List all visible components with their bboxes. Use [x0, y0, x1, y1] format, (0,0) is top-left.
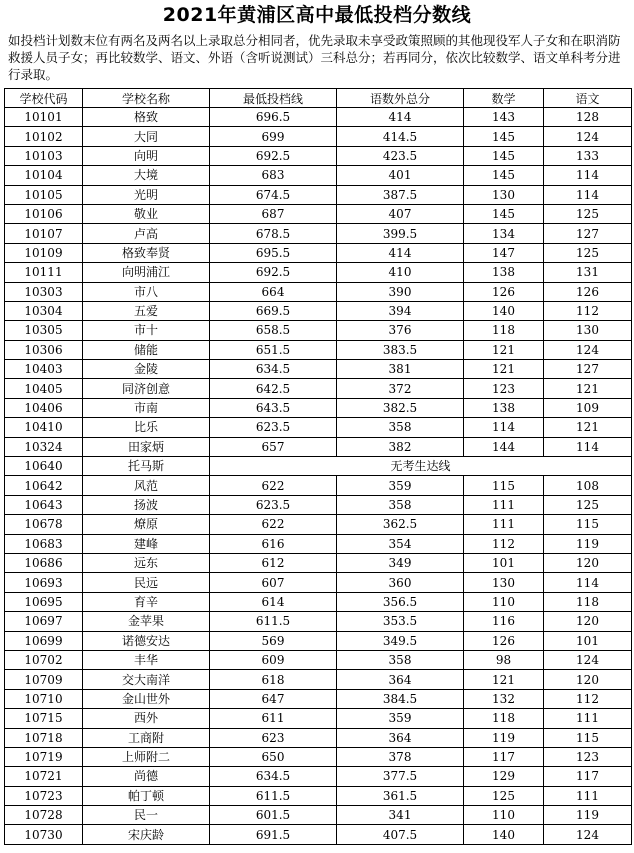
cell-min-score: 634.5	[210, 767, 337, 786]
cell-school-code: 10695	[5, 592, 83, 611]
table-row	[5, 418, 632, 437]
cell-school-code: 10683	[5, 534, 83, 553]
cell-school-name: 储能	[83, 340, 210, 359]
cell-chinese: 125	[544, 204, 632, 223]
cell-chinese: 125	[544, 495, 632, 514]
table-row	[5, 709, 632, 728]
cell-math: 138	[464, 398, 544, 417]
cell-school-code: 10102	[5, 127, 83, 146]
cell-school-code: 10109	[5, 243, 83, 262]
cell-chinese: 114	[544, 185, 632, 204]
cell-school-name: 田家炳	[83, 437, 210, 456]
cell-math: 143	[464, 108, 544, 127]
cell-school-name: 帕丁顿	[83, 786, 210, 805]
cell-math: 126	[464, 631, 544, 650]
cell-core-total: 349.5	[337, 631, 464, 650]
cell-school-code: 10304	[5, 301, 83, 320]
table-row	[5, 185, 632, 204]
cell-chinese: 114	[544, 166, 632, 185]
cell-school-code: 10730	[5, 825, 83, 844]
cell-school-name: 西外	[83, 709, 210, 728]
cell-school-name: 五爱	[83, 301, 210, 320]
cell-school-name: 金陵	[83, 360, 210, 379]
header-math: 数学	[464, 89, 544, 108]
cell-chinese: 114	[544, 573, 632, 592]
cell-min-score: 695.5	[210, 243, 337, 262]
cell-min-score: 674.5	[210, 185, 337, 204]
cell-school-name: 金苹果	[83, 612, 210, 631]
cell-school-code: 10728	[5, 806, 83, 825]
cell-math: 145	[464, 146, 544, 165]
cell-math: 134	[464, 224, 544, 243]
cell-math: 140	[464, 301, 544, 320]
table-row	[5, 786, 632, 805]
cell-math: 144	[464, 437, 544, 456]
cell-school-name: 托马斯	[83, 457, 210, 476]
cell-school-code: 10693	[5, 573, 83, 592]
table-row	[5, 670, 632, 689]
cell-school-name: 远东	[83, 553, 210, 572]
cell-core-total: 364	[337, 670, 464, 689]
cell-school-name: 民远	[83, 573, 210, 592]
cell-chinese: 115	[544, 728, 632, 747]
cell-school-name: 扬波	[83, 495, 210, 514]
cell-core-total: 378	[337, 747, 464, 766]
table-row	[5, 127, 632, 146]
cell-core-total: 376	[337, 321, 464, 340]
table-row	[5, 631, 632, 650]
table-row	[5, 495, 632, 514]
table-row	[5, 263, 632, 282]
cell-chinese: 125	[544, 243, 632, 262]
cell-chinese: 119	[544, 534, 632, 553]
cell-math: 119	[464, 728, 544, 747]
cell-school-code: 10104	[5, 166, 83, 185]
table-row	[5, 825, 632, 844]
cell-school-name: 建峰	[83, 534, 210, 553]
cell-chinese: 118	[544, 592, 632, 611]
cell-school-code: 10410	[5, 418, 83, 437]
cell-min-score: 623.5	[210, 495, 337, 514]
cell-chinese: 126	[544, 282, 632, 301]
cell-school-name: 大同	[83, 127, 210, 146]
table-row	[5, 360, 632, 379]
table-row	[5, 515, 632, 534]
cell-school-name: 格致奉贤	[83, 243, 210, 262]
cell-core-total: 362.5	[337, 515, 464, 534]
cell-core-total: 349	[337, 553, 464, 572]
cell-math: 111	[464, 495, 544, 514]
cell-school-code: 10699	[5, 631, 83, 650]
cell-math: 116	[464, 612, 544, 631]
cell-school-name: 向明浦江	[83, 263, 210, 282]
table-row	[5, 767, 632, 786]
cell-school-name: 上师附二	[83, 747, 210, 766]
table-row	[5, 108, 632, 127]
cell-school-code: 10640	[5, 457, 83, 476]
cell-math: 114	[464, 418, 544, 437]
cell-min-score: 642.5	[210, 379, 337, 398]
table-row	[5, 457, 632, 476]
cell-math: 111	[464, 515, 544, 534]
cell-chinese: 114	[544, 437, 632, 456]
cell-core-total: 359	[337, 709, 464, 728]
cell-min-score: 609	[210, 650, 337, 669]
cell-math: 121	[464, 360, 544, 379]
cell-chinese: 121	[544, 418, 632, 437]
cell-math: 129	[464, 767, 544, 786]
cell-min-score: 614	[210, 592, 337, 611]
cell-school-name: 金山世外	[83, 689, 210, 708]
table-row	[5, 573, 632, 592]
cell-core-total: 382.5	[337, 398, 464, 417]
table-row	[5, 146, 632, 165]
cell-school-name: 大境	[83, 166, 210, 185]
cell-chinese: 133	[544, 146, 632, 165]
table-row	[5, 301, 632, 320]
cell-math: 145	[464, 166, 544, 185]
cell-school-code: 10702	[5, 650, 83, 669]
cell-core-total: 387.5	[337, 185, 464, 204]
cell-school-name: 卢高	[83, 224, 210, 243]
cell-school-name: 敬业	[83, 204, 210, 223]
cell-chinese: 115	[544, 515, 632, 534]
cell-school-code: 10709	[5, 670, 83, 689]
cell-chinese: 120	[544, 670, 632, 689]
cell-min-score: 696.5	[210, 108, 337, 127]
cell-core-total: 414	[337, 108, 464, 127]
cell-chinese: 124	[544, 340, 632, 359]
cell-school-code: 10324	[5, 437, 83, 456]
cell-chinese: 120	[544, 612, 632, 631]
cell-core-total: 423.5	[337, 146, 464, 165]
cell-core-total: 358	[337, 650, 464, 669]
cell-school-name: 向明	[83, 146, 210, 165]
cell-school-name: 市八	[83, 282, 210, 301]
cell-core-total: 390	[337, 282, 464, 301]
table-row	[5, 204, 632, 223]
cell-school-code: 10406	[5, 398, 83, 417]
page-title: 2021年黄浦区高中最低投档分数线	[162, 4, 472, 26]
cell-school-name: 市南	[83, 398, 210, 417]
cell-core-total: 358	[337, 418, 464, 437]
cell-core-total: 361.5	[337, 786, 464, 805]
cell-min-score: 612	[210, 553, 337, 572]
cell-no-qualifier-note: 无考生达线	[210, 457, 632, 476]
cell-core-total: 383.5	[337, 340, 464, 359]
table-row	[5, 612, 632, 631]
table-row	[5, 689, 632, 708]
score-table	[4, 88, 632, 845]
cell-core-total: 410	[337, 263, 464, 282]
cell-chinese: 117	[544, 767, 632, 786]
cell-core-total: 377.5	[337, 767, 464, 786]
cell-min-score: 650	[210, 747, 337, 766]
cell-min-score: 669.5	[210, 301, 337, 320]
cell-school-code: 10303	[5, 282, 83, 301]
cell-math: 118	[464, 709, 544, 728]
cell-core-total: 356.5	[337, 592, 464, 611]
cell-core-total: 384.5	[337, 689, 464, 708]
cell-school-name: 燎原	[83, 515, 210, 534]
cell-math: 145	[464, 127, 544, 146]
cell-core-total: 401	[337, 166, 464, 185]
cell-school-code: 10103	[5, 146, 83, 165]
cell-math: 118	[464, 321, 544, 340]
table-row	[5, 398, 632, 417]
cell-math: 110	[464, 592, 544, 611]
cell-chinese: 124	[544, 127, 632, 146]
cell-core-total: 414.5	[337, 127, 464, 146]
cell-chinese: 124	[544, 650, 632, 669]
cell-core-total: 407	[337, 204, 464, 223]
cell-math: 101	[464, 553, 544, 572]
cell-core-total: 353.5	[337, 612, 464, 631]
table-row	[5, 806, 632, 825]
cell-school-code: 10686	[5, 553, 83, 572]
cell-school-code: 10111	[5, 263, 83, 282]
cell-school-name: 格致	[83, 108, 210, 127]
table-header-row	[5, 89, 632, 108]
cell-school-code: 10105	[5, 185, 83, 204]
cell-school-name: 交大南洋	[83, 670, 210, 689]
table-row	[5, 243, 632, 262]
cell-min-score: 647	[210, 689, 337, 708]
cell-math: 130	[464, 573, 544, 592]
cell-min-score: 569	[210, 631, 337, 650]
cell-math: 121	[464, 670, 544, 689]
cell-min-score: 607	[210, 573, 337, 592]
table-row	[5, 166, 632, 185]
cell-chinese: 101	[544, 631, 632, 650]
cell-min-score: 601.5	[210, 806, 337, 825]
cell-school-name: 民一	[83, 806, 210, 825]
cell-chinese: 121	[544, 379, 632, 398]
cell-min-score: 664	[210, 282, 337, 301]
cell-school-code: 10101	[5, 108, 83, 127]
cell-min-score: 657	[210, 437, 337, 456]
cell-school-name: 工商附	[83, 728, 210, 747]
cell-school-code: 10106	[5, 204, 83, 223]
table-row	[5, 476, 632, 495]
table-row	[5, 592, 632, 611]
cell-min-score: 611.5	[210, 786, 337, 805]
cell-school-code: 10697	[5, 612, 83, 631]
cell-core-total: 372	[337, 379, 464, 398]
cell-school-code: 10642	[5, 476, 83, 495]
cell-math: 125	[464, 786, 544, 805]
cell-min-score: 687	[210, 204, 337, 223]
cell-core-total: 364	[337, 728, 464, 747]
cell-school-name: 风范	[83, 476, 210, 495]
cell-min-score: 618	[210, 670, 337, 689]
cell-min-score: 651.5	[210, 340, 337, 359]
cell-math: 121	[464, 340, 544, 359]
cell-min-score: 622	[210, 515, 337, 534]
cell-school-code: 10305	[5, 321, 83, 340]
cell-core-total: 381	[337, 360, 464, 379]
cell-min-score: 691.5	[210, 825, 337, 844]
cell-chinese: 123	[544, 747, 632, 766]
cell-school-code: 10723	[5, 786, 83, 805]
cell-school-name: 同济创意	[83, 379, 210, 398]
cell-min-score: 622	[210, 476, 337, 495]
cell-math: 132	[464, 689, 544, 708]
header-school-name: 学校名称	[83, 89, 210, 108]
cell-chinese: 127	[544, 360, 632, 379]
cell-math: 138	[464, 263, 544, 282]
cell-chinese: 109	[544, 398, 632, 417]
cell-math: 140	[464, 825, 544, 844]
cell-core-total: 341	[337, 806, 464, 825]
cell-math: 130	[464, 185, 544, 204]
cell-math: 123	[464, 379, 544, 398]
cell-school-code: 10643	[5, 495, 83, 514]
cell-school-code: 10710	[5, 689, 83, 708]
cell-school-code: 10719	[5, 747, 83, 766]
cell-core-total: 382	[337, 437, 464, 456]
cell-chinese: 128	[544, 108, 632, 127]
cell-core-total: 407.5	[337, 825, 464, 844]
cell-chinese: 111	[544, 786, 632, 805]
cell-min-score: 611	[210, 709, 337, 728]
cell-math: 117	[464, 747, 544, 766]
cell-school-code: 10678	[5, 515, 83, 534]
cell-min-score: 643.5	[210, 398, 337, 417]
table-row	[5, 437, 632, 456]
header-school-code: 学校代码	[5, 89, 83, 108]
cell-min-score: 623	[210, 728, 337, 747]
cell-math: 147	[464, 243, 544, 262]
cell-school-code: 10306	[5, 340, 83, 359]
cell-chinese: 127	[544, 224, 632, 243]
cell-school-name: 育辛	[83, 592, 210, 611]
cell-school-code: 10718	[5, 728, 83, 747]
cell-school-code: 10405	[5, 379, 83, 398]
table-row	[5, 747, 632, 766]
cell-school-code: 10107	[5, 224, 83, 243]
cell-min-score: 678.5	[210, 224, 337, 243]
cell-chinese: 124	[544, 825, 632, 844]
table-row	[5, 321, 632, 340]
cell-math: 126	[464, 282, 544, 301]
table-row	[5, 224, 632, 243]
table-row	[5, 650, 632, 669]
table-row	[5, 379, 632, 398]
cell-core-total: 394	[337, 301, 464, 320]
cell-chinese: 120	[544, 553, 632, 572]
cell-school-code: 10715	[5, 709, 83, 728]
cell-math: 145	[464, 204, 544, 223]
cell-core-total: 360	[337, 573, 464, 592]
cell-school-code: 10721	[5, 767, 83, 786]
cell-school-name: 宋庆龄	[83, 825, 210, 844]
cell-min-score: 692.5	[210, 146, 337, 165]
header-core-total: 语数外总分	[337, 89, 464, 108]
table-body	[5, 108, 632, 845]
cell-school-name: 市十	[83, 321, 210, 340]
table-row	[5, 728, 632, 747]
cell-school-name: 尚德	[83, 767, 210, 786]
cell-min-score: 616	[210, 534, 337, 553]
cell-math: 110	[464, 806, 544, 825]
cell-chinese: 112	[544, 689, 632, 708]
cell-school-name: 诺德安达	[83, 631, 210, 650]
cell-min-score: 699	[210, 127, 337, 146]
cell-core-total: 414	[337, 243, 464, 262]
table-row	[5, 340, 632, 359]
cell-school-name: 比乐	[83, 418, 210, 437]
admission-note: 如投档计划数末位有两名及两名以上录取总分相同者，优先录取未享受政策照顾的其他现役军人子女和在职消防救援人员子女；再比较数学、语文、外语（含听说测试）三科总分；若再同分，依次比较数学、语文单科考分进行录取。	[8, 33, 621, 82]
cell-core-total: 359	[337, 476, 464, 495]
cell-chinese: 131	[544, 263, 632, 282]
cell-math: 112	[464, 534, 544, 553]
cell-min-score: 683	[210, 166, 337, 185]
cell-min-score: 634.5	[210, 360, 337, 379]
cell-school-name: 丰华	[83, 650, 210, 669]
cell-chinese: 130	[544, 321, 632, 340]
header-chinese: 语文	[544, 89, 632, 108]
cell-min-score: 692.5	[210, 263, 337, 282]
cell-core-total: 358	[337, 495, 464, 514]
table-row	[5, 534, 632, 553]
table-row	[5, 282, 632, 301]
cell-chinese: 112	[544, 301, 632, 320]
table-row	[5, 553, 632, 572]
cell-school-code: 10403	[5, 360, 83, 379]
cell-chinese: 119	[544, 806, 632, 825]
cell-min-score: 658.5	[210, 321, 337, 340]
cell-chinese: 111	[544, 709, 632, 728]
cell-school-name: 光明	[83, 185, 210, 204]
header-min-score: 最低投档线	[210, 89, 337, 108]
cell-core-total: 354	[337, 534, 464, 553]
cell-chinese: 108	[544, 476, 632, 495]
cell-min-score: 623.5	[210, 418, 337, 437]
cell-core-total: 399.5	[337, 224, 464, 243]
cell-math: 98	[464, 650, 544, 669]
cell-math: 115	[464, 476, 544, 495]
cell-min-score: 611.5	[210, 612, 337, 631]
